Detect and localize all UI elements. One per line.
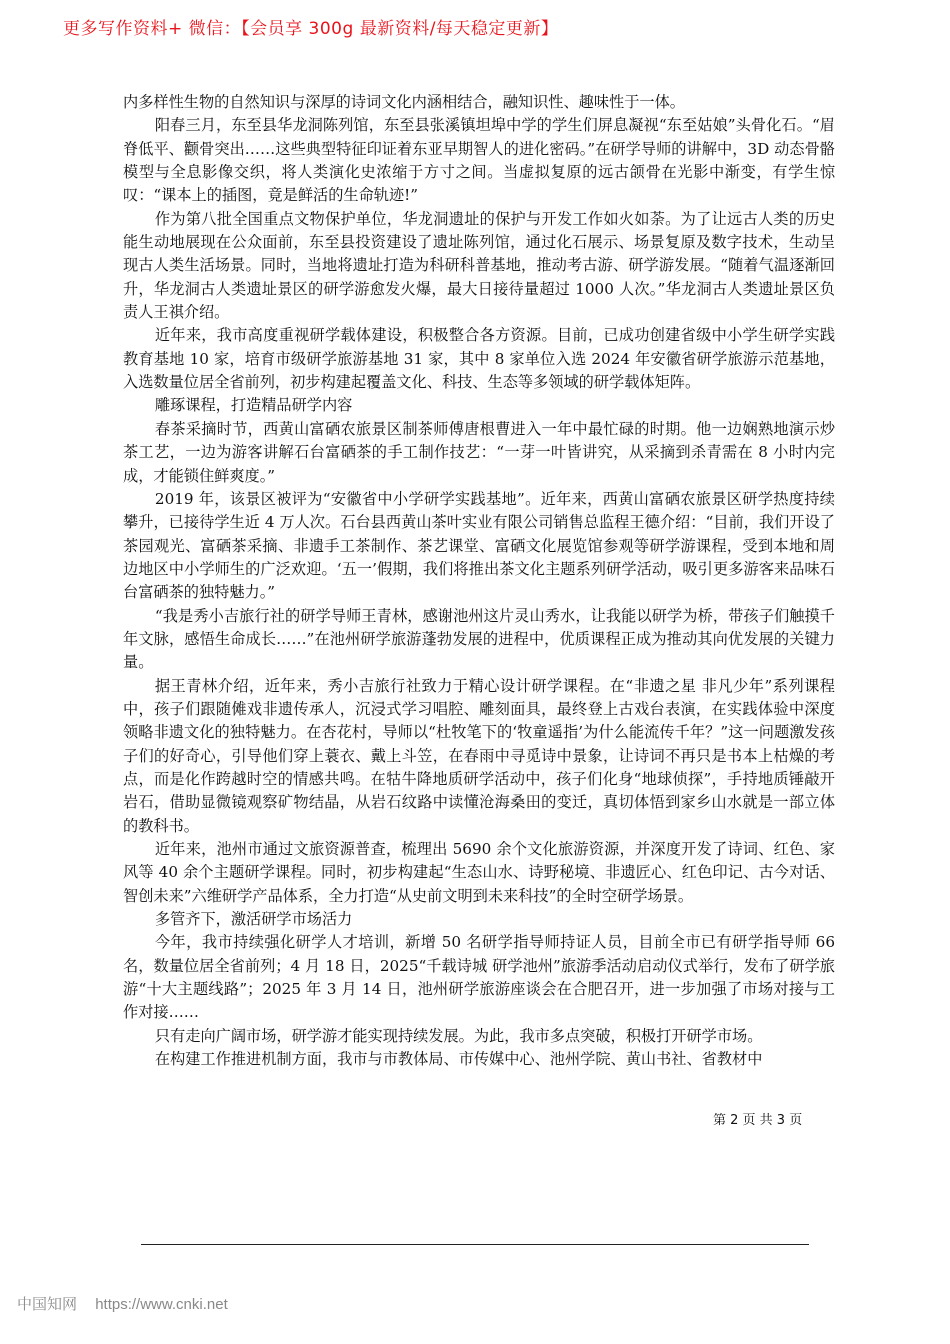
footer-watermark [17,1293,228,1314]
footer-site-name: 中国知网 [17,1296,78,1313]
paragraph: 只有走向广阔市场，研学游才能实现持续发展。为此，我市多点突破，积极打开研学市场。 [154,1026,763,1045]
footer-url: https://www.cnki.net [95,1296,228,1313]
paragraph: 据王青林介绍，近年来，秀小吉旅行社致力于精心设计研学课程。在“非遗之星 非凡少年”系列课程中，孩子们跟随傩戏非遗传承人，沉浸式学习唱腔、雕刻面具，最终登上古戏台表演，在实践体验中深度领略非遗文化的独特魅力。在杏花村，导师以“杜牧笔下的‘牧童遥指’为什么能流传千年？”这一问题激发孩子们的好奇心，引导他们穿上蓑衣、戴上斗笠，在春雨中寻觅诗中景象，让诗词不再只是书本上枯燥的考点，而是化作跨越时空的情感共鸣。在牯牛降地质研学活动中，孩子们化身“地球侦探”，手持地质锤敲开岩石，借助显微镜观察矿物结晶，从岩石纹路中读懂沧海桑田的变迁，真切体悟到家乡山水就是一部立体的教科书。 [123,676,835,835]
paragraph: “我是秀小吉旅行社的研学导师王青林，感谢池州这片灵山秀水，让我能以研学为桥，带孩子们触摸千年文脉，感悟生命成长……”在池州研学旅游蓬勃发展的进程中，优质课程正成为推动其向优发展的关键力量。 [123,606,835,672]
paragraph: 阳春三月，东至县华龙洞陈列馆，东至县张溪镇坦埠中学的学生们屏息凝视“东至姑娘”头骨化石。“眉脊低平、颧骨突出……这些典型特征印证着东亚早期智人的进化密码。”在研学导师的讲解中，3D 动态骨骼模型与全息影像交织，将人类演化史浓缩于方寸之间。当虚拟复原的远古颌骨在光影中渐变，有学生惊叹：“课本上的插图，竟是鲜活的生命轨迹!” [123,116,835,205]
paragraph: 今年，我市持续强化研学人才培训，新增 50 名研学指导师持证人员，目前全市已有研学指导师 66 名，数量位居全省前列；4 月 18 日，2025“千载诗城 研学池州”旅游季活动启动仪式举行，发布了研学旅游“十大主题线路”；2025 年 3 月 14 日，池州研学旅游座谈会在合肥召开，进一步加强了市场对接与工作对接…… [123,933,835,1022]
footer-divider [141,1244,809,1245]
page-number: 第 2 页 共 3 页 [713,1113,803,1128]
document-body [123,91,835,1071]
section-heading: 多管齐下，激活研学市场活力 [154,910,353,929]
paragraph: 在构建工作推进机制方面，我市与市教体局、市传媒中心、池州学院、黄山书社、省教材中 [154,1050,763,1069]
paragraph: 近年来，我市高度重视研学载体建设，积极整合各方资源。目前，已成功创建省级中小学生研学实践教育基地 10 家，培育市级研学旅游基地 31 家，其中 8 家单位入选 2024 年安徽省研学旅游示范基地，入选数量位居全省前列，初步构建起覆盖文化、科技、生态等多领域的研学载体矩阵。 [123,326,835,392]
paragraph: 作为第八批全国重点文物保护单位，华龙洞遗址的保护与开发工作如火如荼。为了让远古人类的历史能生动地展现在公众面前，东至县投资建设了遗址陈列馆，通过化石展示、场景复原及数字技术，生动呈现古人类生活场景。同时，当地将遗址打造为科研科普基地，推动考古游、研学游发展。“随着气温逐渐回升，华龙洞古人类遗址景区的研学游愈发火爆，最大日接待量超过 1000 人次。”华龙洞古人类遗址景区负责人王祺介绍。 [123,209,835,322]
paragraph: 近年来，池州市通过文旅资源普查，梳理出 5690 余个文化旅游资源，并深度开发了诗词、红色、家风等 40 余个主题研学课程。同时，初步构建起“生态山水、诗野秘境、非遗匠心、红色印记、古今对话、智创未来”六维研学产品体系，全力打造“从史前文明到未来科技”的全时空研学场景。 [123,840,835,905]
section-heading: 雕琢课程，打造精品研学内容 [154,396,353,415]
paragraph: 2019 年，该景区被评为“安徽省中小学研学实践基地”。近年来，西黄山富硒农旅景区研学热度持续攀升，已接待学生近 4 万人次。石台县西黄山茶叶实业有限公司销售总监程王德介绍：“目前，我们开设了茶园观光、富硒茶采摘、非遗手工茶制作、茶艺课堂、富硒文化展览馆参观等研学游课程，受到本地和周边地区中小学师生的广泛欢迎。‘五一’假期，我们将推出茶文化主题系列研学活动，吸引更多游客来品味石台富硒茶的独特魅力。” [123,489,835,602]
paragraph: 内多样性生物的自然知识与深厚的诗词文化内涵相结合，融知识性、趣味性于一体。 [123,93,685,111]
promo-banner: 更多写作资料+ 微信：【会员享 300g 最新资料/每天稳定更新】 [63,19,559,39]
paragraph: 春茶采摘时节，西黄山富硒农旅景区制茶师傅唐根曹进入一年中最忙碌的时期。他一边娴熟地演示炒茶工艺，一边为游客讲解石台富硒茶的手工制作技艺：“一芽一叶皆讲究，从采摘到杀青需在 8 小时内完成，才能锁住鲜爽度。” [123,419,835,485]
